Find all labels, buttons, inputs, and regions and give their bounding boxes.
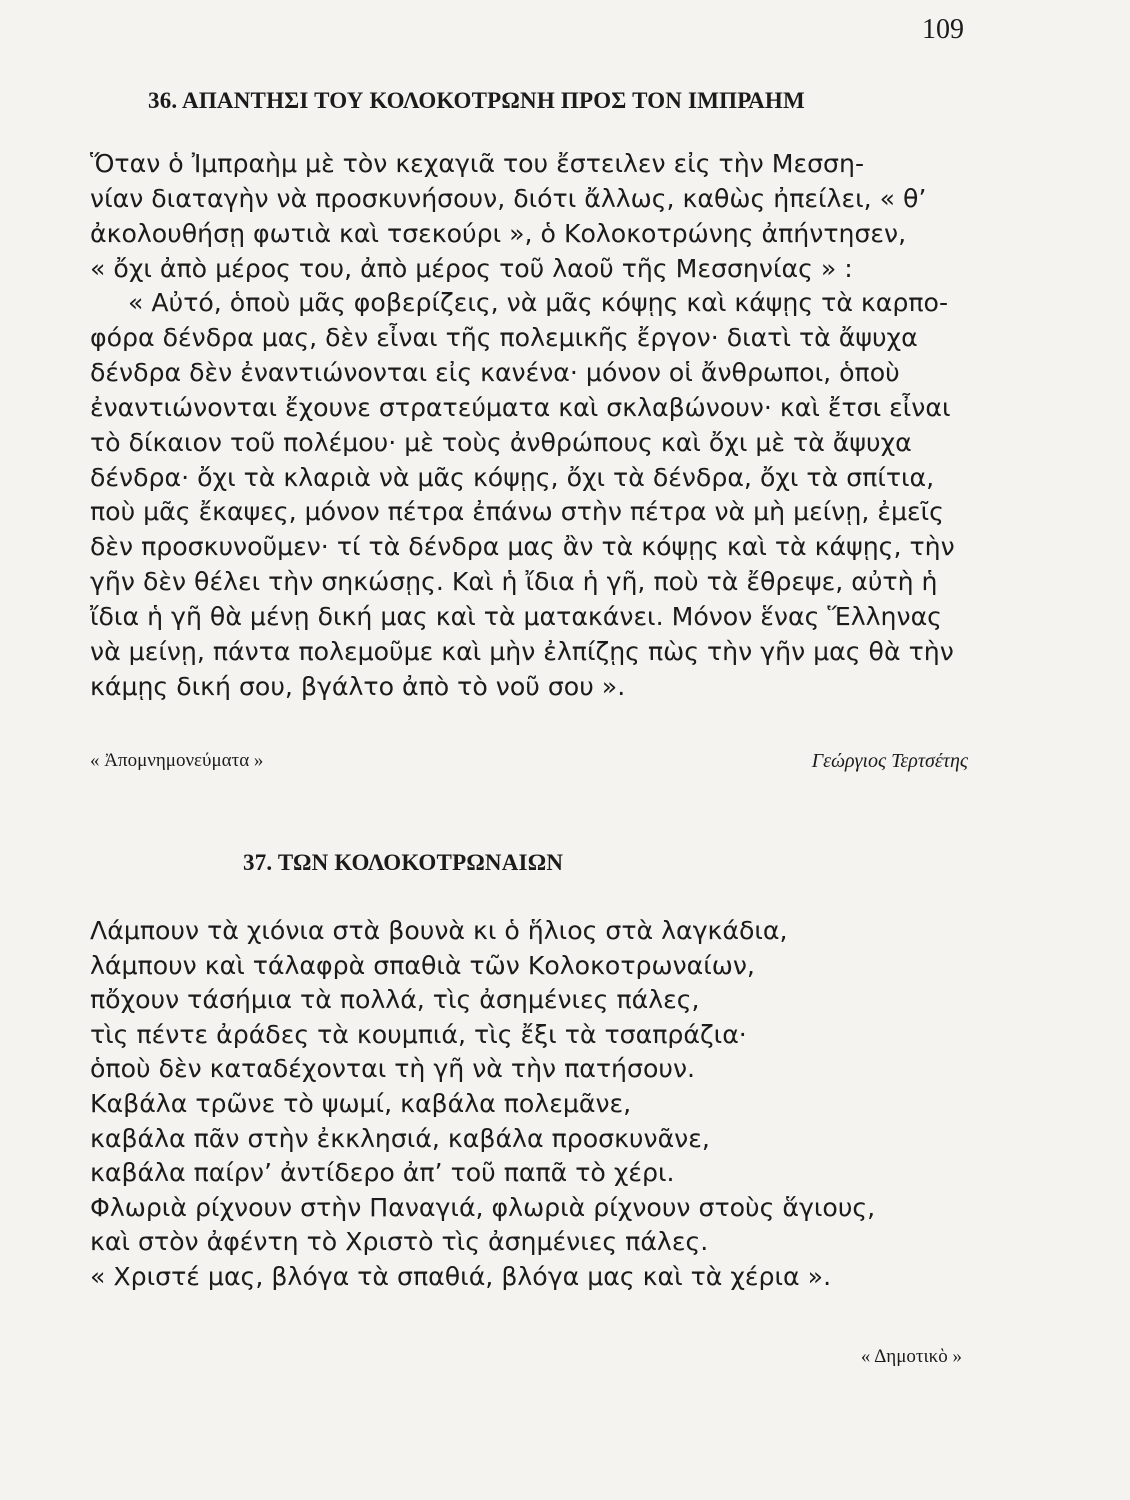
text-line: νίαν διαταγὴν νὰ προσκυνήσουν, διότι ἄλλως, καθὼς ἠπείλει, « θ’ (90, 183, 927, 213)
poem-line: ὁποὺ δὲν καταδέχονται τὴ γῆ νὰ τὴν πατήσουν. (90, 1054, 696, 1084)
section-36-intro-paragraph (90, 147, 970, 287)
section-36-quote-paragraph (90, 286, 970, 705)
text-line: ἀκολουθήσῃ φωτιὰ καὶ τσεκούρι », ὁ Κολοκοτρώνης ἀπήντησεν, (90, 218, 907, 248)
text-line: δένδρα· ὄχι τὰ κλαριὰ νὰ μᾶς κόψῃς, ὄχι τὰ δένδρα, ὄχι τὰ σπίτια, (90, 462, 935, 492)
author-name: Γεώργιος Τερτσέτης (811, 750, 968, 772)
page-number: 109 (922, 14, 964, 45)
poem-line: καβάλα πᾶν στὴν ἐκκλησιά, καβάλα προσκυνᾶνε, (90, 1123, 710, 1153)
section-37-poem (90, 914, 875, 1295)
poem-line: πὄχουν τάσήμια τὰ πολλά, τὶς ἀσημένιες πάλες, (90, 985, 700, 1015)
section-37-source: « Δημοτικὸ » (860, 1346, 962, 1367)
text-line: « Αὐτό, ὁποὺ μᾶς φοβερίζεις, νὰ μᾶς κόψῃς καὶ κάψῃς τὰ καρπο- (128, 288, 949, 317)
text-line: ἴδια ἡ γῆ θὰ μένῃ δική μας καὶ τὰ ματακάνει. Μόνον ἕνας Ἕλληνας (90, 602, 942, 632)
text-line: κάμῃς δική σου, βγάλτο ἀπὸ τὸ νοῦ σου ». (90, 671, 626, 701)
text-line: νὰ μείνῃ, πάντα πολεμοῦμε καὶ μὴν ἐλπίζῃς πὼς τὴν γῆν μας θὰ τὴν (90, 637, 954, 667)
poem-line: « Χριστέ μας, βλόγα τὰ σπαθιά, βλόγα μας καὶ τὰ χέρια ». (90, 1261, 832, 1291)
poem-line: καβάλα παίρν’ ἀντίδερο ἀπ’ τοῦ παπᾶ τὸ χέρι. (90, 1158, 675, 1188)
text-line: ἐναντιώνονται ἔχουνε στρατεύματα καὶ σκλαβώνουν· καὶ ἔτσι εἶναι (90, 392, 951, 422)
text-line: φόρα δένδρα μας, δὲν εἶναι τῆς πολεμικῆς ἔργον· διατὶ τὰ ἄψυχα (90, 322, 918, 352)
text-line: ποὺ μᾶς ἔκαψες, μόνον πέτρα ἐπάνω στὴν πέτρα νὰ μὴ μείνῃ, ἐμεῖς (90, 497, 944, 527)
text-line: « ὄχι ἀπὸ μέρος του, ἀπὸ μέρος τοῦ λαοῦ τῆς Μεσσηνίας » : (90, 253, 853, 283)
poem-line: Φλωριὰ ρίχνουν στὴν Παναγιά, φλωριὰ ρίχνουν στοὺς ἅγιους, (90, 1192, 876, 1222)
section-37-heading: 37. ΤΩΝ ΚΟΛΟΚΟΤΡΩΝΑΙΩΝ (243, 850, 564, 875)
text-line: Ὅταν ὁ Ἰμπραὴμ μὲ τὸν κεχαγιᾶ του ἔστειλεν εἰς τὴν Μεσση- (90, 149, 865, 178)
text-line: δένδρα δὲν ἐναντιώνονται εἰς κανένα· μόνον οἱ ἄνθρωποι, ὁποὺ (90, 357, 900, 387)
poem-line: καὶ στὸν ἀφέντη τὸ Χριστὸ τὶς ἀσημένιες πάλες. (90, 1227, 709, 1257)
section-36-attribution (90, 750, 968, 773)
poem-line: τὶς πέντε ἀράδες τὰ κουμπιά, τὶς ἔξι τὰ τσαπράζια· (90, 1019, 747, 1049)
section-36-heading: 36. ΑΠΑΝΤΗΣΙ ΤΟΥ ΚΟΛΟΚΟΤΡΩΝΗ ΠΡΟΣ ΤΟΝ ΙΜΠΡΑΗΜ (148, 88, 805, 113)
text-line: τὸ δίκαιον τοῦ πολέμου· μὲ τοὺς ἀνθρώπους καὶ ὄχι μὲ τὰ ἄψυχα (90, 427, 912, 457)
poem-line: λάμπουν καὶ τάλαφρὰ σπαθιὰ τῶν Κολοκοτρωναίων, (90, 950, 755, 980)
poem-line: Λάμπουν τὰ χιόνια στὰ βουνὰ κι ὁ ἥλιος στὰ λαγκάδια, (90, 916, 788, 945)
poem-line: Καβάλα τρῶνε τὸ ψωμί, καβάλα πολεμᾶνε, (90, 1088, 632, 1118)
text-line: γῆν δὲν θέλει τὴν σηκώσῃς. Καὶ ἡ ἴδια ἡ γῆ, ποὺ τὰ ἔθρεψε, αὐτὴ ἡ (90, 567, 938, 597)
source-title: « Ἀπομνημονεύματα » (90, 750, 264, 771)
text-line: δὲν προσκυνοῦμεν· τί τὰ δένδρα μας ἂν τὰ κόψῃς καὶ τὰ κάψῃς, τὴν (90, 532, 955, 562)
